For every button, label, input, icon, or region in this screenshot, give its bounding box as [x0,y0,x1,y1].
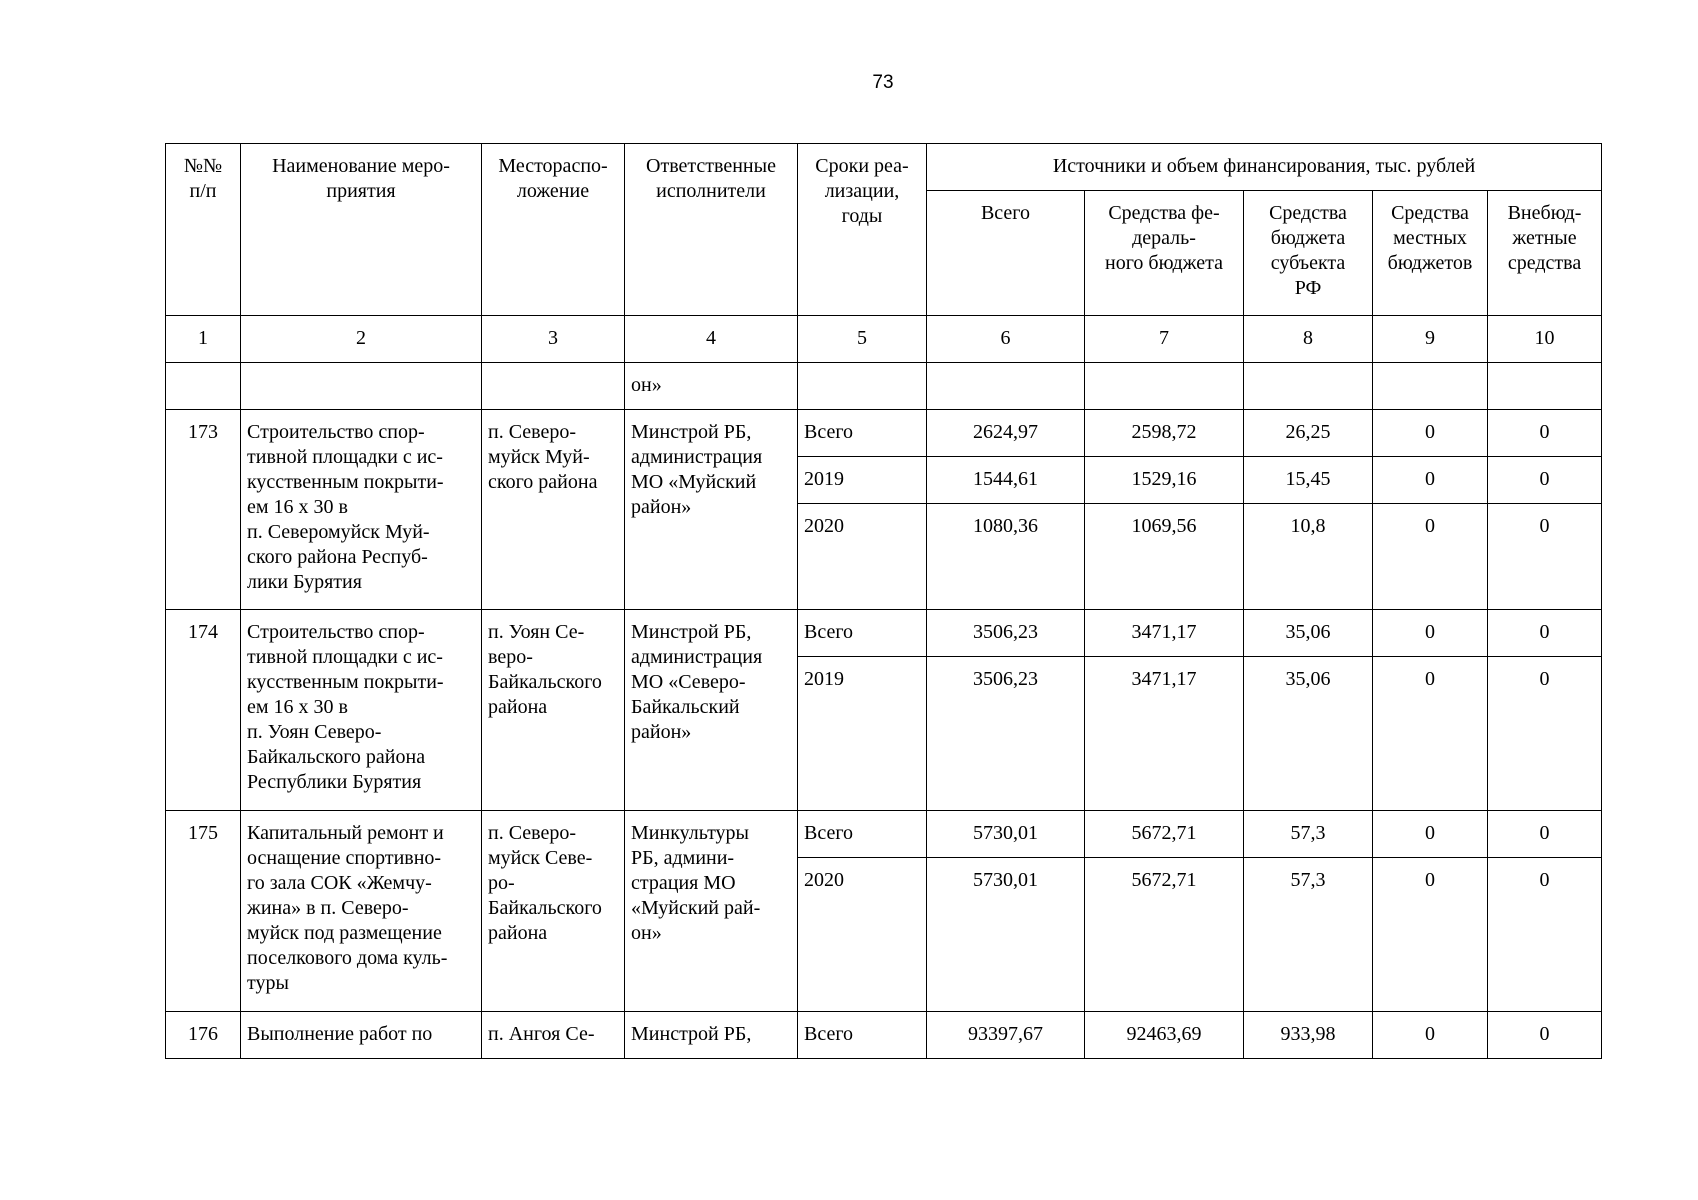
item-executors: Минстрой РБ, администрация МО «Северо- Байкальский район» [625,610,798,811]
column-number: 10 [1488,316,1602,363]
item-offbudget: 0 [1488,504,1602,610]
item-federal: 5672,71 [1085,811,1244,858]
item-period: Всего [798,410,927,457]
item-federal: 2598,72 [1085,410,1244,457]
item-regional: 35,06 [1244,657,1373,811]
column-number: 6 [927,316,1085,363]
item-offbudget: 0 [1488,610,1602,657]
item-regional: 57,3 [1244,811,1373,858]
page-number: 73 [872,72,894,93]
item-number: 173 [166,410,241,610]
column-number: 3 [482,316,625,363]
item-period: 2020 [798,858,927,1012]
header-executors: Ответственные исполнители [625,144,798,316]
column-number: 9 [1373,316,1488,363]
column-numbers-row [166,316,1602,363]
column-number: 1 [166,316,241,363]
header-row [166,144,1602,191]
item-location: п. Уоян Се- веро- Байкальского района [482,610,625,811]
financing-table [165,143,1602,1059]
column-number: 5 [798,316,927,363]
item-offbudget: 0 [1488,410,1602,457]
item-location: п. Северо- муйск Севе- ро- Байкальского района [482,811,625,1012]
header-no: №№ п/п [166,144,241,316]
item-period: 2020 [798,504,927,610]
column-number: 4 [625,316,798,363]
item-period: Всего [798,811,927,858]
item-offbudget: 0 [1488,858,1602,1012]
item-period: 2019 [798,457,927,504]
item-total: 5730,01 [927,858,1085,1012]
header-sources: Источники и объем финансирования, тыс. рублей [927,144,1602,191]
column-number: 2 [241,316,482,363]
item-federal: 1529,16 [1085,457,1244,504]
item-location: п. Северо- муйск Муй- ского района [482,410,625,610]
item-local: 0 [1373,610,1488,657]
item-name: Строительство спор- тивной площадки с ис- кусственным покрыти- ем 16 х 30 в п. Уоян Северо- Байкальского района Республики Бурятия [241,610,482,811]
item-federal: 3471,17 [1085,610,1244,657]
item-period: Всего [798,610,927,657]
header-location: Местораспо- ложение [482,144,625,316]
item-total: 1544,61 [927,457,1085,504]
item-regional: 26,25 [1244,410,1373,457]
item-federal: 3471,17 [1085,657,1244,811]
item-offbudget: 0 [1488,811,1602,858]
item-name: Капитальный ремонт и оснащение спортивно- го зала СОК «Жемчу- жина» в п. Северо- муйск под размещение поселкового дома куль- туры [241,811,482,1012]
item-total: 5730,01 [927,811,1085,858]
header-local: Средства местных бюджетов [1373,191,1488,316]
item-local: 0 [1373,811,1488,858]
item-federal: 1069,56 [1085,504,1244,610]
item-local: 0 [1373,1012,1488,1059]
item-federal: 5672,71 [1085,858,1244,1012]
item-offbudget: 0 [1488,1012,1602,1059]
continuation-executors: он» [625,363,798,410]
item-local: 0 [1373,858,1488,1012]
header-offbudget: Внебюд- жетные средства [1488,191,1602,316]
table-row [166,811,1602,858]
item-local: 0 [1373,504,1488,610]
table-row [166,410,1602,457]
item-location: п. Ангоя Се- [482,1012,625,1059]
item-total: 3506,23 [927,657,1085,811]
item-regional: 57,3 [1244,858,1373,1012]
item-period: Всего [798,1012,927,1059]
table-row [166,1012,1602,1059]
item-offbudget: 0 [1488,657,1602,811]
item-local: 0 [1373,457,1488,504]
item-regional: 10,8 [1244,504,1373,610]
item-period: 2019 [798,657,927,811]
header-regional: Средства бюджета субъекта РФ [1244,191,1373,316]
item-total: 93397,67 [927,1012,1085,1059]
continuation-row [166,363,1602,410]
item-total: 3506,23 [927,610,1085,657]
item-number: 174 [166,610,241,811]
item-executors: Минстрой РБ, [625,1012,798,1059]
table-row [166,610,1602,657]
item-number: 175 [166,811,241,1012]
item-total: 2624,97 [927,410,1085,457]
item-executors: Минстрой РБ, администрация МО «Муйский район» [625,410,798,610]
column-number: 8 [1244,316,1373,363]
item-local: 0 [1373,657,1488,811]
item-executors: Минкультуры РБ, админи- страция МО «Муйский рай- он» [625,811,798,1012]
item-number: 176 [166,1012,241,1059]
item-name: Выполнение работ по [241,1012,482,1059]
item-offbudget: 0 [1488,457,1602,504]
item-local: 0 [1373,410,1488,457]
item-regional: 15,45 [1244,457,1373,504]
item-federal: 92463,69 [1085,1012,1244,1059]
header-terms: Сроки реа- лизации, годы [798,144,927,316]
item-regional: 933,98 [1244,1012,1373,1059]
header-name: Наименование меро- приятия [241,144,482,316]
column-number: 7 [1085,316,1244,363]
header-federal: Средства фе- дераль- ного бюджета [1085,191,1244,316]
item-total: 1080,36 [927,504,1085,610]
item-regional: 35,06 [1244,610,1373,657]
item-name: Строительство спор- тивной площадки с ис- кусственным покрыти- ем 16 х 30 в п. Северомуйск Муй- ского района Респуб- лики Бурятия [241,410,482,610]
header-total: Всего [927,191,1085,316]
